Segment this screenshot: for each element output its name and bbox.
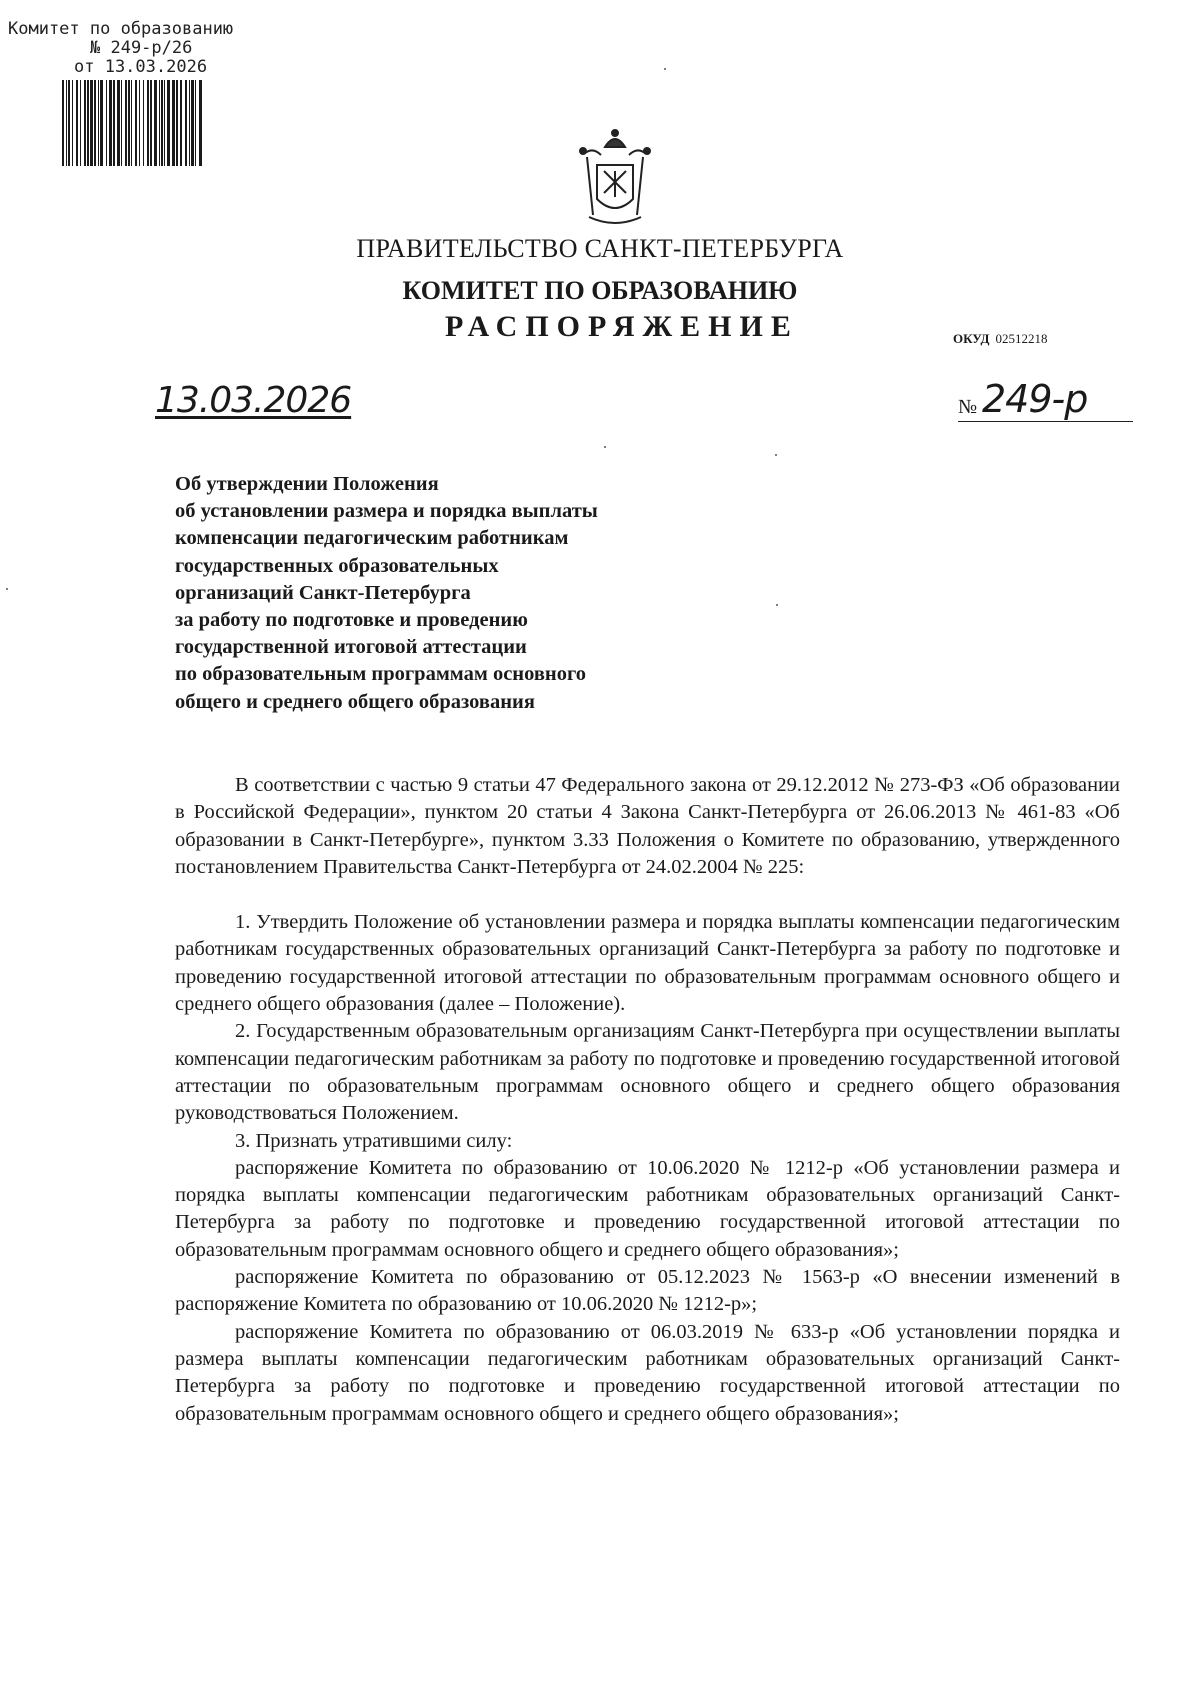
subject-line: государственных образовательных [175, 554, 499, 577]
barcode-bar [66, 80, 67, 166]
stamp-date: от 13.03.2026 [74, 57, 208, 77]
barcode-bar [100, 80, 103, 166]
okud-label: ОКУД [953, 331, 990, 346]
subject-line: общего и среднего общего образования [175, 690, 535, 713]
subject-line: компенсации педагогическим работникам [175, 527, 569, 550]
item-1-paragraph: 1. Утвердить Положение об установлении размера и порядка выплаты компенсации педагогическим работникам государственных образовательных организаций Санкт-Петербурга за работу по подготовке и проведению государственной итоговой аттестации по образовательным программам основного общего и среднего общего образования (далее – Положение). [175, 911, 1120, 1016]
barcode-bar [189, 80, 190, 166]
barcode-bar [139, 80, 140, 166]
scan-speck [604, 446, 606, 448]
coat-of-arms-emblem [575, 125, 655, 235]
barcode-bar [121, 80, 122, 166]
barcode-bar [161, 80, 163, 166]
item-3a-paragraph: распоряжение Комитета по образованию от 10.06.2020 № 1212-р «Об установлении размера и порядка выплаты компенсации педагогическим работникам образовательных организаций Санкт-Петербурга за работу по подготовке и проведению государственной итоговой аттестации по образовательным программам основного общего и среднего общего образования»; [175, 1156, 1120, 1261]
barcode-bar [180, 80, 182, 166]
barcode-bar [135, 80, 137, 166]
subject-line: по образовательным программам основного [175, 663, 587, 686]
stamp-org: Комитет по образованию [8, 19, 234, 39]
barcode-bar [72, 80, 73, 166]
barcode-bar [167, 80, 170, 166]
okud-value: 02512218 [995, 331, 1048, 346]
barcode-bar [76, 80, 78, 166]
barcode-bar [191, 80, 194, 166]
item-2-paragraph: 2. Государственным образовательным организациям Санкт-Петербурга при осуществлении выплаты компенсации педагогическим работникам за работу по подготовке и проведению государственной итоговой аттестации по образовательным программам основного общего и среднего общего образования руководствоваться Положением. [175, 1020, 1120, 1125]
barcode [62, 80, 202, 166]
barcode-bar [125, 80, 127, 166]
barcode-bar [154, 80, 157, 166]
item-3c-paragraph: распоряжение Комитета по образованию от 06.03.2019 № 633-р «Об установлении порядка и размера выплаты компенсации педагогическим работникам образовательных организаций Санкт-Петербурга за работу по подготовке и проведению государственной итоговой аттестации по образовательным программам основного общего и среднего общего образования»; [175, 1320, 1120, 1425]
barcode-bar [199, 80, 202, 166]
okud-code [953, 331, 1047, 347]
barcode-bar [109, 80, 112, 166]
stamp-number: № 249-р/26 [90, 38, 193, 58]
barcode-bar [106, 80, 107, 166]
paragraph-spacer [175, 881, 1120, 909]
barcode-bar [159, 80, 160, 166]
barcode-bar [90, 80, 93, 166]
document-number [958, 377, 1133, 422]
barcode-bar [68, 80, 70, 166]
scan-speck [776, 604, 778, 606]
barcode-bar [113, 80, 115, 166]
barcode-bar [164, 80, 165, 166]
document-body [175, 772, 1120, 1428]
barcode-bar [84, 80, 86, 166]
subject-line: об установлении размера и порядка выплаты [175, 500, 598, 523]
document-subject [175, 471, 735, 716]
scan-speck [775, 454, 777, 456]
barcode-bar [94, 80, 96, 166]
barcode-bar [117, 80, 120, 166]
scan-speck [6, 588, 8, 590]
item-3b-paragraph: распоряжение Комитета по образованию от 05.12.2023 № 1563-р «О внесении изменений в распоряжение Комитета по образованию от 10.06.2020 № 1212-р»; [175, 1266, 1120, 1316]
barcode-bar [128, 80, 130, 166]
barcode-bar [195, 80, 196, 166]
barcode-bar [98, 80, 99, 166]
barcode-bar [80, 80, 81, 166]
barcode-bar [87, 80, 89, 166]
number-handwritten: 249-р [982, 377, 1088, 421]
number-sign: № [958, 396, 978, 418]
scan-speck [664, 68, 666, 70]
registration-stamp [8, 20, 298, 77]
barcode-bar [62, 80, 64, 166]
preamble-paragraph: В соответствии с частью 9 статьи 47 Федерального закона от 29.12.2012 № 273-ФЗ «Об образовании в Российской Федерации», пунктом 20 статьи 4 Закона Санкт-Петербурга от 26.06.2013 № 461-83 «Об образовании в Санкт-Петербурге», пунктом 3.33 Положения о Комитете по образованию, утвержденного постановлением Правительства Санкт-Петербурга от 24.02.2004 № 225: [175, 774, 1120, 878]
document-type-title: РАСПОРЯЖЕНИЕ [445, 310, 799, 343]
subject-line: Об утверждении Положения [175, 473, 439, 495]
barcode-bar [185, 80, 187, 166]
barcode-bar [150, 80, 152, 166]
barcode-bar [131, 80, 132, 166]
barcode-bar [143, 80, 144, 166]
subject-line: государственной итоговой аттестации [175, 636, 527, 659]
government-title: ПРАВИТЕЛЬСТВО САНКТ-ПЕТЕРБУРГА [356, 234, 844, 263]
subject-line: организаций Санкт-Петербурга [175, 581, 471, 604]
barcode-bar [176, 80, 178, 166]
subject-line: за работу по подготовке и проведению [175, 609, 528, 632]
committee-title: КОМИТЕТ ПО ОБРАЗОВАНИЮ [402, 276, 798, 305]
barcode-bar [147, 80, 149, 166]
document-date: 13.03.2026 [155, 380, 352, 421]
item-3-paragraph: 3. Признать утратившими силу: [235, 1129, 513, 1152]
barcode-bar [172, 80, 175, 166]
